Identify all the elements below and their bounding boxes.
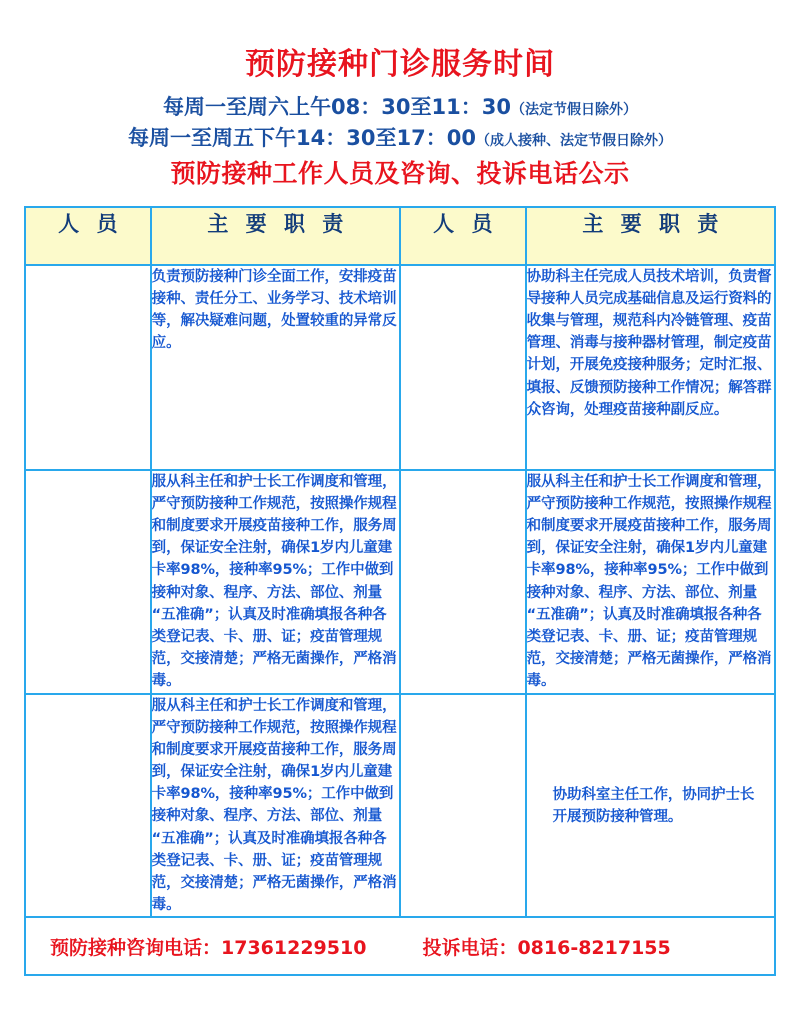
page-subtitle: 预防接种工作人员及咨询、投诉电话公示: [170, 159, 630, 189]
consultation-phone: 预防接种咨询电话：17361229510: [50, 936, 367, 959]
cell-duty-left-2: 服从科主任和护士长工作调度和管理，严守预防接种工作规范，按照操作规程和制度要求开展疫苗接种工作，服务周到，保证安全注射，确保1岁内儿童建卡率98%，接种率95%；工作中做到接种对象、程序、方法、部位、剂量“五准确”；认真及时准确填报各种各类登记表、卡、册、证；疫苗管理规范，交接清楚；严格无菌操作，严格消毒。: [151, 470, 400, 694]
complaint-phone: 投诉电话：0816-8217155: [422, 936, 671, 959]
duty-table-wrapper: [24, 206, 776, 918]
column-header-duty-left: 主 要 职 责: [151, 207, 400, 265]
duty-table: [24, 206, 776, 918]
service-hours-morning: 每周一至周六上午08：30至11：30: [163, 95, 511, 119]
cell-person-left-1: [25, 265, 151, 470]
service-hours-morning-note: （法定节假日除外）: [510, 102, 637, 118]
duty-table-head: [25, 207, 775, 265]
cell-person-right-1: [400, 265, 526, 470]
cell-person-right-3: [400, 694, 526, 918]
service-hours-line-1: [0, 95, 800, 119]
cell-person-left-3: [25, 694, 151, 918]
cell-duty-left-1: 负责预防接种门诊全面工作，安排疫苗接种、责任分工、业务学习、技术培训等，解决疑难问题，处置较重的异常反应。: [151, 265, 400, 470]
contact-bar: [24, 918, 776, 976]
service-hours-line-2: [0, 126, 800, 150]
cell-duty-left-3: 服从科主任和护士长工作调度和管理，严守预防接种工作规范，按照操作规程和制度要求开展疫苗接种工作，服务周到，保证安全注射，确保1岁内儿童建卡率98%，接种率95%；工作中做到接种对象、程序、方法、部位、剂量“五准确”；认真及时准确填报各种各类登记表、卡、册、证；疫苗管理规范，交接清楚；严格无菌操作，严格消毒。: [151, 694, 400, 918]
cell-person-left-2: [25, 470, 151, 694]
cell-duty-right-1: 协助科主任完成人员技术培训，负责督导接种人员完成基础信息及运行资料的收集与管理，规范科内冷链管理、疫苗管理、消毒与接种器材管理，制定疫苗计划，开展免疫接种服务；定时汇报、填报、反馈预防接种工作情况；解答群众咨询，处理疫苗接种副反应。: [526, 265, 775, 470]
column-header-duty-right: 主 要 职 责: [526, 207, 775, 265]
cell-duty-right-2: 服从科主任和护士长工作调度和管理，严守预防接种工作规范，按照操作规程和制度要求开展疫苗接种工作，服务周到，保证安全注射，确保1岁内儿童建卡率98%，接种率95%；工作中做到接种对象、程序、方法、部位、剂量“五准确”；认真及时准确填报各种各类登记表、卡、册、证；疫苗管理规范，交接清楚；严格无菌操作，严格消毒。: [526, 470, 775, 694]
cell-person-right-2: [400, 470, 526, 694]
table-row: [25, 694, 775, 918]
service-hours-afternoon: 每周一至周五下午14：30至17：00: [128, 126, 476, 151]
table-row: [25, 470, 775, 694]
table-row: [25, 265, 775, 470]
poster-header: [0, 0, 800, 188]
service-hours-afternoon-note: （成人接种、法定节假日除外）: [475, 133, 672, 150]
table-header-row: [25, 207, 775, 265]
cell-duty-right-3: 协助科室主任工作，协同护士长开展预防接种管理。: [526, 694, 775, 918]
page-title: 预防接种门诊服务时间: [245, 47, 555, 82]
duty-table-body: [25, 265, 775, 917]
column-header-person-right: 人 员: [400, 207, 526, 265]
column-header-person-left: 人 员: [25, 207, 151, 265]
